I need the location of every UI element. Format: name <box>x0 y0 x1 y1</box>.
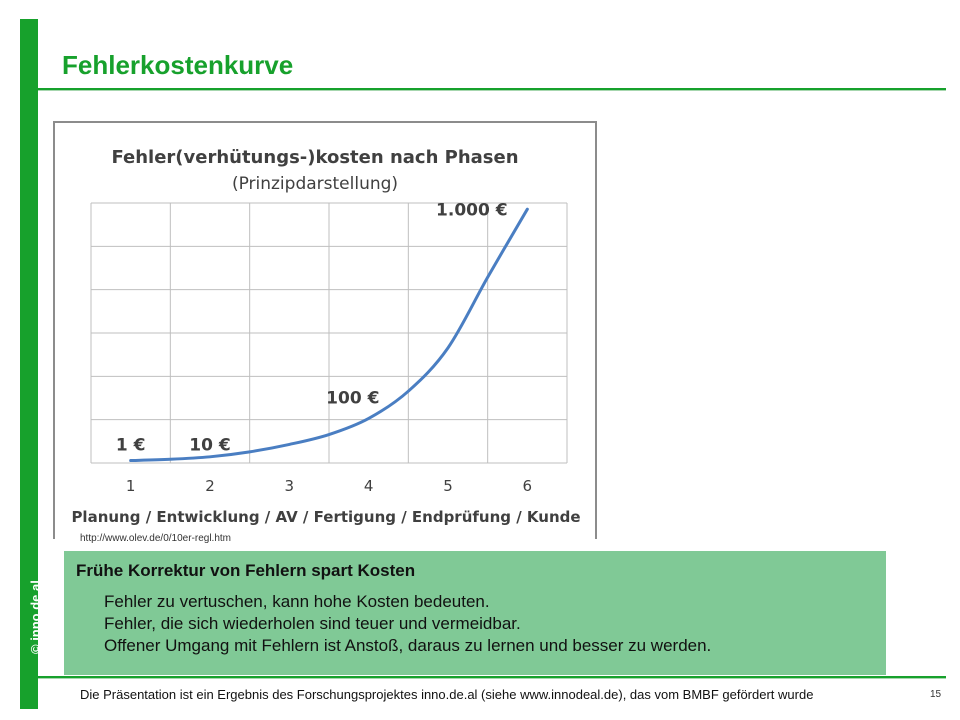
chart-title: Fehler(verhütungs-)kosten nach Phasen <box>111 147 519 168</box>
cost-annotation: 1.000 € <box>436 200 508 221</box>
x-axis-label: Planung / Entwicklung / AV / Fertigung / Endprüfung / Kunde <box>71 508 581 526</box>
key-message-item <box>76 591 874 613</box>
x-tick-label: 2 <box>205 477 215 495</box>
cost-annotation: 10 € <box>189 435 231 456</box>
key-message-text: Fehler zu vertuschen, kann hohe Kosten bedeuten. <box>104 592 490 611</box>
copyright-label: © inno.de.al <box>28 580 43 654</box>
footer-divider <box>38 676 946 679</box>
cost-annotation: 100 € <box>326 388 380 409</box>
x-tick-label: 3 <box>284 477 295 495</box>
cost-annotations <box>116 200 508 455</box>
title-divider <box>38 88 946 91</box>
key-message-heading: Frühe Korrektur von Fehlern spart Kosten <box>76 561 416 580</box>
x-axis-ticks <box>126 477 532 495</box>
cost-curve-chart <box>55 123 595 539</box>
chart-frame <box>53 121 597 539</box>
key-message-text: Offener Umgang mit Fehlern ist Anstoß, daraus zu lernen und besser zu werden. <box>104 636 712 655</box>
x-tick-label: 1 <box>125 477 136 495</box>
slide-title: Fehlerkostenkurve <box>62 50 294 80</box>
cost-annotation: 1 € <box>115 435 146 456</box>
chart-subtitle: (Prinzipdarstellung) <box>231 174 399 194</box>
x-tick-label: 5 <box>443 477 453 495</box>
key-message-item <box>76 613 874 635</box>
key-message-item <box>76 635 874 657</box>
footer-note: Die Präsentation ist ein Ergebnis des Forschungsprojektes inno.de.al (siehe www.innodeal.de), das vom BMBF gefördert wurde <box>80 687 814 702</box>
x-tick-label: 4 <box>363 477 374 495</box>
source-link[interactable]: http://www.olev.de/0/10er-regl.htm <box>80 533 231 544</box>
page-number: 15 <box>930 689 942 700</box>
x-tick-label: 6 <box>522 477 533 495</box>
chart-grid <box>91 203 567 463</box>
key-message-text: Fehler, die sich wiederholen sind teuer und vermeidbar. <box>104 614 521 633</box>
key-message-box <box>64 551 886 675</box>
